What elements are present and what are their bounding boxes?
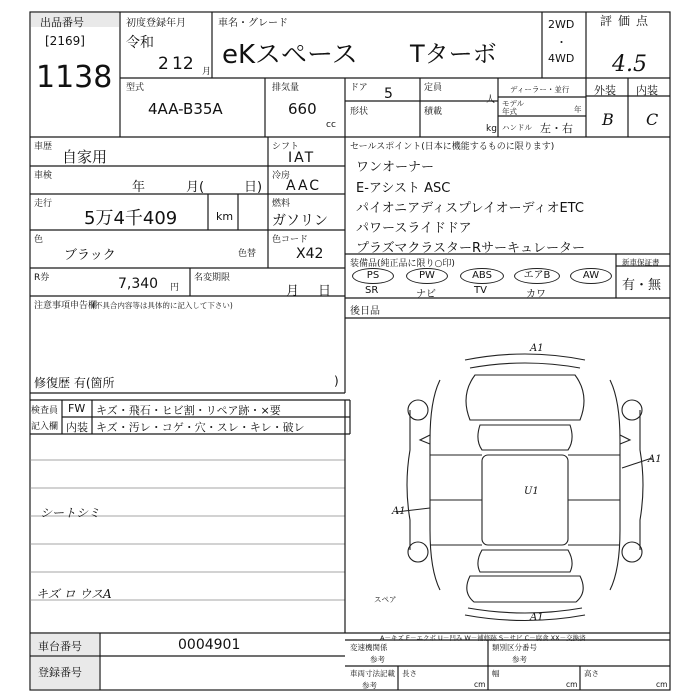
- color-value: ブラック: [64, 248, 116, 263]
- name-change-month: 月: [286, 284, 300, 299]
- inspection-month: 月(: [186, 180, 205, 195]
- drive-2wd: 2WD: [548, 18, 575, 31]
- width-label: 幅: [492, 669, 500, 678]
- shape-label: 形状: [350, 107, 369, 117]
- warranty-label: 新車保証書: [622, 258, 660, 267]
- era: 令和: [126, 35, 154, 51]
- interior-grade: C: [646, 110, 659, 129]
- recycle-unit: 円: [170, 283, 180, 293]
- mileage-label: 走行: [34, 199, 53, 209]
- exterior-grade: B: [602, 110, 614, 129]
- chassis-value: 0004901: [178, 637, 241, 653]
- chassis-label: 車台番号: [38, 640, 82, 653]
- history-label: 車歴: [34, 142, 53, 152]
- mark-right: A1: [648, 454, 662, 465]
- doors-label: ドア: [350, 83, 368, 93]
- inspector-row1-text: キズ・飛石・ヒビ割・リペア跡・×要: [96, 404, 281, 417]
- inspector-remark-2: キズ ロ ウスA: [36, 587, 112, 601]
- shift-value: IAT: [288, 150, 316, 166]
- mark-left: A1: [392, 506, 406, 517]
- sales-point-1: ワンオーナー: [356, 160, 435, 175]
- warranty-value: 有・無: [622, 278, 662, 293]
- equip-aw: AW: [570, 268, 612, 284]
- equip-abs: ABS: [460, 268, 504, 284]
- drive-dot: ・: [556, 36, 567, 49]
- damage-legend: A－キズ E－エクボ U－凹み W－補修跡 S－サビ C－腐食 XX－交換済: [380, 634, 586, 642]
- inspection-day: 日): [244, 180, 263, 195]
- mark-center: U1: [524, 486, 539, 497]
- capacity-unit: 人: [486, 95, 496, 105]
- inspector-row2-tag: 内装: [66, 421, 88, 434]
- equip-pw: PW: [406, 268, 448, 284]
- name-change-label: 名変期限: [194, 273, 231, 283]
- inspector-label-2: 記入欄: [31, 422, 59, 432]
- inspector-label-1: 検査員: [31, 406, 59, 416]
- reg-month-suffix: 月: [202, 67, 212, 77]
- lot-code: [2169]: [45, 34, 85, 48]
- equip-airbag: エアB: [514, 268, 560, 284]
- exterior-label: 外装: [594, 84, 616, 97]
- inspection-label: 車検: [34, 171, 53, 181]
- equip-navi: ナビ: [416, 289, 436, 300]
- ac-label: 冷房: [272, 171, 291, 181]
- sales-point-3: パイオニアディスプレイオーディオETC: [356, 201, 584, 216]
- repair-close: ): [334, 374, 339, 388]
- sales-point-5: プラズマクラスターRサーキュレーター: [356, 241, 585, 256]
- history-value: 自家用: [62, 148, 108, 166]
- color-code-label: 色コード: [272, 235, 309, 245]
- inspector-row1-tag: FW: [68, 402, 86, 415]
- later-label: 後日品: [350, 306, 380, 317]
- color-code-value: X42: [296, 246, 324, 262]
- height-label: 高さ: [584, 669, 599, 678]
- spare-label: スペア: [374, 595, 397, 604]
- equip-leather: カワ: [526, 289, 546, 300]
- lot-label: 出品番号: [40, 16, 84, 29]
- first-reg-label: 初度登録年月: [126, 18, 186, 29]
- height-unit: cm: [656, 680, 668, 689]
- repair-label: 修復歴 有(箇所: [34, 376, 115, 390]
- equip-sr: SR: [365, 285, 379, 296]
- capacity-label: 定員: [424, 83, 443, 93]
- mark-top: A1: [530, 343, 544, 354]
- color-change-label: 色替: [238, 249, 257, 259]
- equip-ps: PS: [352, 268, 394, 284]
- dealer-label: ディーラー・並行: [510, 85, 570, 94]
- load-unit: kg: [486, 124, 497, 134]
- class-number-label: 類別区分番号: [492, 643, 537, 652]
- fuel-label: 燃料: [272, 199, 291, 209]
- sales-points-title: セールスポイント(日本に機能するものに限ります): [350, 142, 555, 152]
- inspector-row2-text: キズ・汚レ・コゲ・穴・スレ・キレ・破レ: [96, 421, 305, 434]
- reg-year: 2: [158, 54, 169, 74]
- displacement-label: 排気量: [272, 83, 300, 93]
- recycle-value: 7,340: [118, 276, 159, 292]
- inspector-remark-1: シートシミ: [40, 506, 101, 520]
- length-unit: cm: [474, 680, 486, 689]
- type-value: 4AA-B35A: [148, 100, 223, 118]
- mileage-value: 5万4千409: [84, 208, 178, 229]
- load-label: 積載: [424, 107, 443, 117]
- transmission-label: 変速機関係: [350, 643, 388, 652]
- reg-label: 登録番号: [38, 666, 82, 679]
- notes-sub: (不具合内容等は具体的に記入して下さい): [92, 301, 233, 310]
- recycle-label: R券: [34, 273, 50, 283]
- mileage-unit: km: [216, 210, 234, 223]
- handle-value: 左・右: [540, 122, 573, 135]
- shift-label: シフト: [272, 142, 300, 152]
- width-unit: cm: [566, 680, 578, 689]
- model-year-unit: 年: [574, 105, 582, 114]
- name-change-day: 日: [318, 284, 332, 299]
- equip-tv: TV: [474, 285, 487, 296]
- notes-label: 注意事項申告欄: [34, 301, 98, 311]
- class-number-sub: 参考: [512, 655, 527, 664]
- mark-bottom: A1: [530, 612, 544, 623]
- handle-label: ハンドル: [502, 123, 532, 132]
- length-label: 長さ: [402, 669, 417, 678]
- reg-month: 12: [172, 54, 194, 74]
- fuel-value: ガソリン: [272, 213, 328, 229]
- doors-value: 5: [384, 86, 393, 102]
- dimension-sub: 参考: [362, 681, 377, 690]
- sales-point-2: E-アシスト ASC: [356, 181, 451, 196]
- car-damage-diagram: [390, 340, 660, 630]
- type-label: 型式: [126, 83, 145, 93]
- grade: Tターボ: [410, 40, 497, 68]
- interior-label: 内装: [636, 84, 658, 97]
- ac-value: AAC: [286, 178, 322, 194]
- sales-point-4: パワースライドドア: [356, 221, 472, 236]
- lot-number: 1138: [36, 60, 113, 95]
- equipment-title: 装備品(純正品に限り○印): [350, 259, 455, 269]
- model-name: eKスペース: [222, 40, 358, 70]
- drive-4wd: 4WD: [548, 52, 575, 65]
- dimension-label: 車両寸法記載: [350, 669, 395, 678]
- displacement-unit: cc: [326, 120, 336, 130]
- score-value: 4.5: [612, 52, 647, 77]
- model-year-label: モデル年式: [502, 99, 525, 116]
- color-label: 色: [34, 235, 44, 245]
- displacement-value: 660: [288, 100, 317, 118]
- inspection-year: 年: [132, 180, 146, 195]
- score-label: 評価点: [600, 14, 655, 28]
- transmission-sub: 参考: [370, 655, 385, 664]
- model-label: 車名・グレード: [218, 18, 288, 29]
